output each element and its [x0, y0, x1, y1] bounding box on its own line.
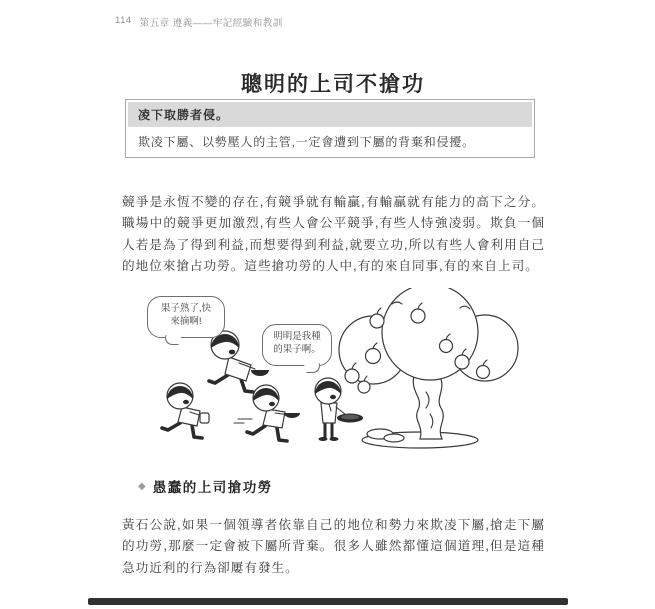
page-number: 114 — [115, 15, 132, 26]
paragraph-intro: 競爭是永恆不變的存在,有競爭就有輸贏,有輸贏就有能力的高下之分。職場中的競爭更加激烈,有些人會公平競爭,有些人恃強凌弱。欺負一個人若是為了得到利益,而想要得到利益,就要立功,所以有些人會利用自己的地位來搶占功勞。這些搶功勞的人中,有的來自同事,有的來自上司。 — [122, 194, 545, 274]
article-title: 聰明的上司不搶功 — [241, 73, 425, 97]
page-bottom-edge — [88, 598, 568, 605]
quote-callout — [125, 99, 535, 158]
gardener — [315, 378, 363, 441]
section-heading-text: 愚蠢的上司搶功勞 — [152, 480, 273, 495]
paragraph-commentary: 黃石公說,如果一個領導者依靠自己的地位和勢力來欺凌下屬,搶走下屬的功勞,那麼一定會被下屬所背棄。很多人雖然都懂這個道理,但是這種急功近利的行為卻屢有發生。 — [122, 517, 545, 575]
diamond-bullet-icon: ◆ — [138, 480, 146, 492]
speech-bubble-gardener — [262, 324, 332, 366]
quote-explanation: 欺凌下屬、以勢壓人的主管,一定會遭到下屬的背棄和侵擾。 — [138, 135, 475, 149]
speech-bubble-runners — [147, 296, 225, 338]
quote-text: 凌下取勝者侵。 — [128, 102, 532, 127]
bubble-text-line: 的果子啊。 — [273, 344, 321, 355]
section-heading — [122, 476, 273, 496]
bubble-text-line: 果子熟了,快 — [160, 303, 212, 314]
bubble-text-line: 來摘啊! — [170, 316, 202, 327]
running-head — [115, 15, 283, 29]
runner-leaping — [209, 331, 269, 392]
chapter-title: 第五章 遵義——牢記經驗和教訓 — [139, 18, 283, 29]
runner-left — [162, 383, 209, 438]
runner-middle — [247, 385, 300, 441]
bubble-text-line: 明明是我種 — [273, 331, 321, 342]
tree-trunk — [413, 376, 443, 439]
